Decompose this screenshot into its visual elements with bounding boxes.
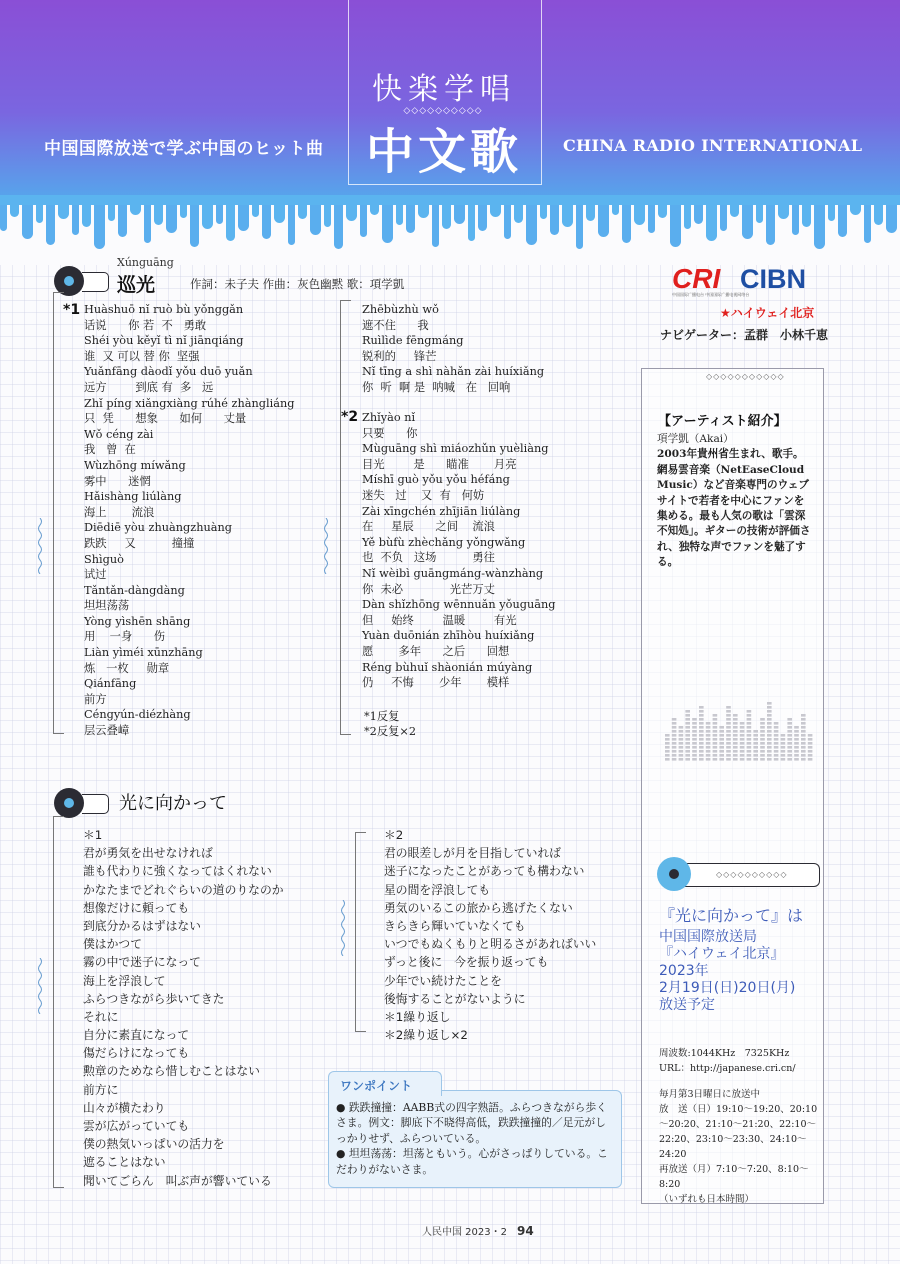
- pinyin-line: Tǎntǎn-dàngdàng: [84, 583, 185, 597]
- one-point-body: [336, 1100, 616, 1177]
- pinyin-line: Yòng yìshēn shāng: [84, 614, 191, 628]
- jp-lyric-line: 前方に: [83, 1082, 119, 1097]
- artist-bio: [657, 432, 814, 571]
- pinyin-line: Ruìlìde fēngmáng: [362, 334, 464, 348]
- logo-caption: 中国国际广播电台 中国国际广播电视网络台: [672, 292, 750, 297]
- page-footer: [422, 1223, 534, 1238]
- jp-lyric-line: ふらつきながら歩いてきた: [83, 991, 225, 1006]
- schedule-line: 放 送（日）19:10～19:20、20:10～20:20、21:10～21:20、22:10～22:20、23:10～23:30、24:10～24:20: [659, 1104, 818, 1160]
- jp-lyric-line: きらきら輝いていなくても: [384, 918, 526, 933]
- wavy-ornament: [37, 958, 43, 1014]
- hanzi-line: 坦坦荡荡: [84, 599, 130, 613]
- promo-line: 2023年: [659, 963, 709, 979]
- hanzi-line: 海上 流浪: [84, 505, 155, 519]
- jp-lyric-line: いつでもぬくもりと明るさがあればいい: [384, 937, 597, 952]
- jp-lyric-line: 君の眼差しが月を目指していれば: [384, 846, 561, 861]
- logo-cibn: CIBN: [740, 264, 806, 294]
- jp-lyric-line: 霧の中で迷子になって: [83, 955, 201, 970]
- pinyin-line: Wùzhōng míwǎng: [84, 458, 186, 472]
- magazine-issue: 人民中国 2023・2: [422, 1227, 507, 1238]
- hanzi-line: 锐利的 锋芒: [362, 349, 437, 363]
- jp-right-bracket: [355, 832, 366, 1032]
- hanzi-line: 远方 到底 有 多 远: [84, 380, 214, 394]
- pinyin-line: Zài xīngchén zhījiān liúlàng: [362, 504, 521, 518]
- header-cri-text: CHINA RADIO INTERNATIONAL: [563, 136, 863, 155]
- jp-lyric-line: 僕の熱気いっぱいの活力を: [83, 1137, 225, 1152]
- jp-lyric-line: 僕はかつて: [83, 937, 142, 952]
- hanzi-line: 只 凭 想象 如何 丈量: [84, 412, 247, 426]
- schedule-line: 再放送（月）7:10～7:20、8:10～8:20: [659, 1164, 809, 1190]
- jp-lyric-line: それに: [83, 1009, 119, 1024]
- pinyin-line: Shéi yòu kěyǐ tì nǐ jiānqiáng: [84, 334, 244, 348]
- pinyin-line: Céngyún-diézhàng: [84, 708, 191, 722]
- logo-cri: CRI: [672, 263, 721, 294]
- jp-lyric-line: 遮ることはない: [83, 1155, 166, 1170]
- jp-left-bracket: [53, 816, 64, 1188]
- pinyin-line: Diēdiē yòu zhuàngzhuàng: [84, 521, 233, 535]
- hanzi-line: 前方: [84, 692, 107, 706]
- jp-lyric-line: 迷子になったことがあっても構わない: [384, 864, 585, 879]
- drip-decoration: [0, 195, 900, 265]
- pinyin-line: Zhǐ píng xiǎngxiàng rúhé zhàngliáng: [84, 396, 295, 410]
- jp-lyric-line: 想像だけに頼っても: [83, 900, 190, 915]
- navigator-names: ナビゲーター：孟群 小林千恵: [660, 328, 829, 342]
- promo-title: 『光に向かって』は: [659, 906, 804, 925]
- pinyin-line: Liàn yìméi xūnzhāng: [84, 646, 203, 660]
- promo-line: 『ハイウェイ北京』: [659, 946, 785, 962]
- jp-lyric-line: 雲が広がっていても: [83, 1119, 190, 1133]
- jp-lyric-line: 星の間を浮浪しても: [384, 882, 491, 897]
- jp-lyric-line: かなたまでどれぐらいの道のりなのか: [83, 882, 284, 897]
- hanzi-line: 你 听 啊 是 呐喊 在 回响: [362, 380, 511, 394]
- hanzi-line: 只要 你: [362, 426, 418, 440]
- artist-name: 項学凱（Akai）: [657, 433, 734, 445]
- jp-lyric-line: 少年でい続けたことを: [384, 973, 502, 988]
- hanzi-line: 愿 多年 之后 回想: [362, 644, 510, 658]
- hanzi-line: 试过: [84, 568, 107, 582]
- jp-lyric-line: 後悔することがないように: [384, 991, 526, 1006]
- pinyin-line: Réng bùhuǐ shàonián múyàng: [362, 660, 533, 674]
- pinyin-line: Yuǎnfāng dàodǐ yǒu duō yuǎn: [84, 365, 253, 379]
- jp-lyric-line: 到底分かるはずはない: [83, 918, 201, 933]
- promo-line: 放送予定: [659, 997, 715, 1013]
- one-point-item-2: ● 坦坦荡荡：坦荡ともいう。心がさっぱりしている。こだわりがないさま。: [336, 1147, 608, 1176]
- equalizer-graphic: [665, 700, 815, 762]
- hanzi-line: 仍 不悔 少年 模样: [362, 676, 510, 690]
- broadcast-schedule: [659, 1087, 819, 1207]
- right-lyrics-bracket: [340, 300, 351, 735]
- hanzi-line: 我 曾 在: [84, 443, 136, 457]
- jp-lyric-line: 君が勇気を出せなければ: [83, 846, 213, 861]
- panel-divider: ◇◇◇◇◇◇◇◇◇◇◇: [706, 372, 785, 381]
- refrain-marker-2: *2: [341, 409, 359, 425]
- lyrics-right-block-a: [362, 302, 632, 396]
- hanzi-line: 层云叠嶂: [84, 724, 130, 738]
- header-title-big: 中文歌: [365, 124, 522, 180]
- pinyin-line: Mùguāng shì miáozhǔn yuèliàng: [362, 442, 549, 456]
- jp-lyrics-right: [384, 826, 634, 1044]
- station-name: ★ハイウェイ北京: [720, 306, 815, 320]
- hanzi-line: 但 始终 温暖 有光: [362, 613, 517, 627]
- hanzi-line: 遮不住 我: [362, 318, 429, 332]
- hanzi-line: 跌跌 又 撞撞: [84, 536, 195, 550]
- header-subtitle: 中国国際放送で学ぶ中国のヒット曲: [44, 139, 324, 159]
- schedule-line: （いずれも日本時間）: [659, 1194, 755, 1205]
- website-url: URL：http://japanese.cri.cn/: [659, 1063, 796, 1074]
- jp-lyric-line: ずっと後に 今を振り返っても: [384, 955, 549, 970]
- artist-description: 2003年貴州省生まれ、歌手。網易雲音楽（NetEaseCloud Music）など音楽専門のウェブサイトで若者を中心にファンを集める。最も人気の歌は「雲深不知処」。ギターの技術が評価され、独特な声でファンを魅了する。: [657, 448, 811, 569]
- title-divider: ◇◇◇◇◇◇◇◇◇◇: [403, 106, 483, 116]
- left-lyrics-bracket: [53, 292, 64, 734]
- jp-lyric-line: 勇気のいるこの旅から逃げたくない: [384, 900, 573, 915]
- jp-lyric-line: 勲章のためなら惜しむことはない: [83, 1064, 260, 1079]
- pinyin-line: Shìguò: [84, 552, 124, 566]
- pinyin-line: Hǎishàng liúlàng: [84, 490, 182, 504]
- hanzi-line: 雾中 迷惘: [84, 474, 151, 488]
- jp-lyric-line: 海上を浮浪して: [83, 973, 166, 988]
- song-credits: 作詞：未子夫 作曲：灰色幽黙 歌：項学凱: [190, 277, 405, 291]
- jp-lyric-line: ＊2繰り返し×2: [384, 1028, 468, 1043]
- hanzi-line: 迷失 过 又 有 何妨: [362, 488, 485, 502]
- jp-lyric-line: ＊1繰り返し: [384, 1009, 451, 1024]
- hanzi-line: 目光 是 瞄准 月亮: [362, 457, 517, 471]
- wavy-ornament: [37, 518, 43, 574]
- page-number: 94: [517, 1224, 534, 1238]
- cri-cibn-logo: [672, 262, 814, 296]
- pinyin-line: Yě bùfù zhèchǎng yǒngwǎng: [362, 535, 526, 549]
- jp-song-title: 光に向かって: [119, 793, 227, 814]
- repeat-note-1: *1反复: [364, 710, 400, 723]
- pinyin-line: Wǒ céng zài: [84, 427, 154, 441]
- hanzi-line: 谁 又 可以 替 你 坚强: [84, 349, 200, 363]
- hanzi-line: 炼 一枚 勋章: [84, 661, 170, 675]
- schedule-line: 毎月第3日曜日に放送中: [659, 1089, 761, 1100]
- promo-line: 2月19日(日)20日(月): [659, 980, 796, 996]
- promo-details: [659, 929, 795, 1014]
- hanzi-line: 在 星辰 之间 流浪: [362, 520, 495, 534]
- pinyin-line: Nǐ tīng a shì nàhǎn zài huíxiǎng: [362, 365, 545, 379]
- jp-lyrics-left: [83, 826, 343, 1190]
- one-point-label: ワンポイント: [340, 1079, 413, 1093]
- pinyin-line: Míshī guò yǒu yǒu héfáng: [362, 473, 510, 487]
- promo-divider: ◇◇◇◇◇◇◇◇◇◇: [716, 870, 788, 879]
- song-title-pinyin: Xúnguāng: [117, 256, 174, 269]
- promo-line: 中国国際放送局: [659, 929, 757, 945]
- jp-lyric-line: 聞いてごらん 叫ぶ声が響いている: [83, 1173, 272, 1188]
- hanzi-line: 你 未必 光芒万丈: [362, 582, 495, 596]
- pinyin-line: Huàshuō nǐ ruò bù yǒnggǎn: [84, 303, 244, 316]
- artist-heading: 【アーティスト紹介】: [658, 414, 787, 429]
- frequency-info: [659, 1046, 796, 1076]
- jp-lyric-line: 傷だらけになっても: [83, 1046, 190, 1061]
- hanzi-line: 用 一身 伤: [84, 630, 166, 644]
- jp-lyric-line: 自分に素直になって: [83, 1028, 190, 1043]
- jp-lyric-line: 誰も代わりに強くなってはくれない: [83, 864, 272, 879]
- jp-lyric-line: 山々が横たわり: [83, 1100, 166, 1115]
- jp-lyric-line: ＊1: [83, 828, 103, 842]
- lyrics-left-block: [84, 302, 334, 739]
- one-point-item-1: ● 跌跌撞撞：AABB式の四字熟語。ふらつきながら歩くさま。例文：脚底下不晓得高低，跌跌撞撞的／足元がしっかりせず、ふらついている。: [336, 1101, 607, 1145]
- pinyin-line: Nǐ wèibì guāngmáng-wànzhàng: [362, 566, 544, 580]
- header-title-small: 快楽学唱: [372, 72, 516, 107]
- hanzi-line: 话说 你 若 不 勇敢: [84, 318, 207, 332]
- song-title: 巡光: [117, 274, 156, 296]
- lyrics-right-block-b: [362, 410, 632, 691]
- pinyin-line: Qiánfāng: [84, 677, 137, 691]
- pinyin-line: Zhǐyào nǐ: [362, 411, 416, 424]
- refrain-marker-1: *1: [63, 302, 81, 318]
- pinyin-line: Zhēbùzhù wǒ: [362, 303, 439, 316]
- jp-badge-icon: [54, 788, 112, 818]
- pinyin-line: Yuàn duōnián zhīhòu huíxiǎng: [362, 629, 535, 643]
- pinyin-line: Dàn shǐzhōng wēnnuǎn yǒuguāng: [362, 598, 556, 612]
- repeat-note-2: *2反复×2: [364, 725, 417, 738]
- hanzi-line: 也 不负 这场 勇往: [362, 551, 495, 565]
- frequency: 周波数:1044KHz 7325KHz: [659, 1048, 790, 1059]
- jp-lyric-line: ＊2: [384, 828, 404, 842]
